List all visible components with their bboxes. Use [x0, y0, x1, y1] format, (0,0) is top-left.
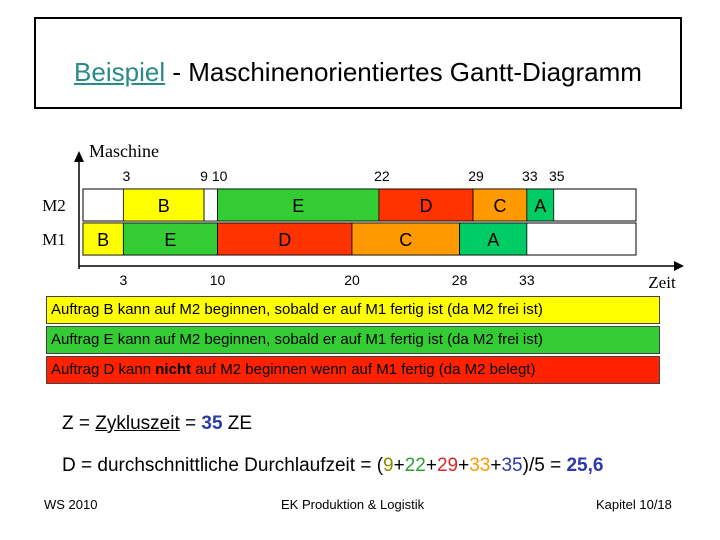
z-eq: =: [179, 413, 202, 434]
title-link[interactable]: Beispiel: [74, 57, 166, 87]
note-b-text: Auftrag B kann auf M2 beginnen, sobald er auf M1 fertig ist (da M2 frei ist): [51, 301, 543, 318]
title-text: - Maschinenorientiertes Gantt-Diagramm: [165, 57, 642, 87]
note-d-text-bold: nicht: [155, 361, 192, 378]
z-term: Zykluszeit: [95, 413, 180, 434]
z-unit: ZE: [222, 413, 253, 434]
d-term-0: 9: [383, 455, 394, 476]
throughput-formula: [62, 455, 603, 477]
bottom-tick-label-0: 3: [119, 272, 128, 288]
top-tick-label-0: 3: [122, 168, 131, 184]
footer-semester: WS 2010: [44, 497, 98, 512]
bar-label-m2-b: B: [157, 196, 170, 216]
bottom-tick-label-1: 10: [209, 272, 226, 288]
d-term-6: 33: [469, 455, 491, 476]
z-prefix: Z =: [62, 413, 96, 434]
z-value: 35: [201, 413, 223, 434]
note-e-text: Auftrag E kann auf M2 beginnen, sobald er auf M1 fertig ist (da M2 frei ist): [51, 331, 543, 348]
machine-label-m2: M2: [42, 196, 66, 215]
d-term-8: 35: [501, 455, 523, 476]
bar-label-m2-a: A: [534, 196, 547, 216]
footer-chapter: Kapitel 10/18: [596, 497, 672, 512]
d-prefix: D = durchschnittliche Durchlaufzeit = (: [62, 455, 384, 476]
d-suffix: )/5 =: [522, 455, 567, 476]
top-tick-label-4: 33: [522, 168, 538, 184]
bar-m2-idle: [204, 189, 217, 221]
d-term-2: 22: [404, 455, 426, 476]
bottom-tick-label-2: 20: [344, 272, 360, 288]
y-axis-label: Maschine: [89, 141, 159, 161]
note-e: [46, 326, 660, 354]
machine-label-m1: M1: [42, 230, 66, 249]
d-term-1: +: [393, 455, 405, 476]
bar-label-m1-e: E: [164, 230, 177, 250]
bar-label-m1-b: B: [97, 230, 110, 250]
y-axis-arrow: [74, 151, 84, 162]
note-d-text-pre: Auftrag D kann: [51, 361, 156, 378]
bottom-tick-label-3: 28: [451, 272, 468, 288]
bar-label-m2-c: C: [493, 196, 507, 216]
top-tick-label-1: 9 10: [200, 168, 228, 184]
note-b: [46, 296, 660, 324]
d-term-5: +: [458, 455, 470, 476]
x-axis-label: Zeit: [648, 273, 676, 292]
footer-course: EK Produktion & Logistik: [281, 497, 425, 512]
cycle-time-formula: [62, 413, 252, 435]
top-tick-label-3: 29: [468, 168, 484, 184]
bar-label-m2-d: D: [419, 196, 433, 216]
top-tick-label-5: 35: [548, 168, 565, 184]
top-tick-label-2: 22: [374, 168, 390, 184]
note-d: [46, 356, 660, 384]
bar-label-m1-c: C: [399, 230, 413, 250]
bar-label-m2-e: E: [292, 196, 305, 216]
d-term-4: 29: [436, 455, 459, 476]
d-value: 25,6: [566, 455, 604, 476]
d-terms: [383, 455, 523, 476]
d-term-7: +: [490, 455, 502, 476]
d-term-3: +: [425, 455, 437, 476]
x-axis-arrow: [674, 261, 684, 271]
bar-label-m1-d: D: [278, 230, 292, 250]
note-d-text-post: auf M2 beginnen wenn auf M1 fertig (da M2 belegt): [191, 361, 536, 378]
bottom-tick-label-4: 33: [519, 272, 535, 288]
bar-label-m1-a: A: [487, 230, 500, 250]
